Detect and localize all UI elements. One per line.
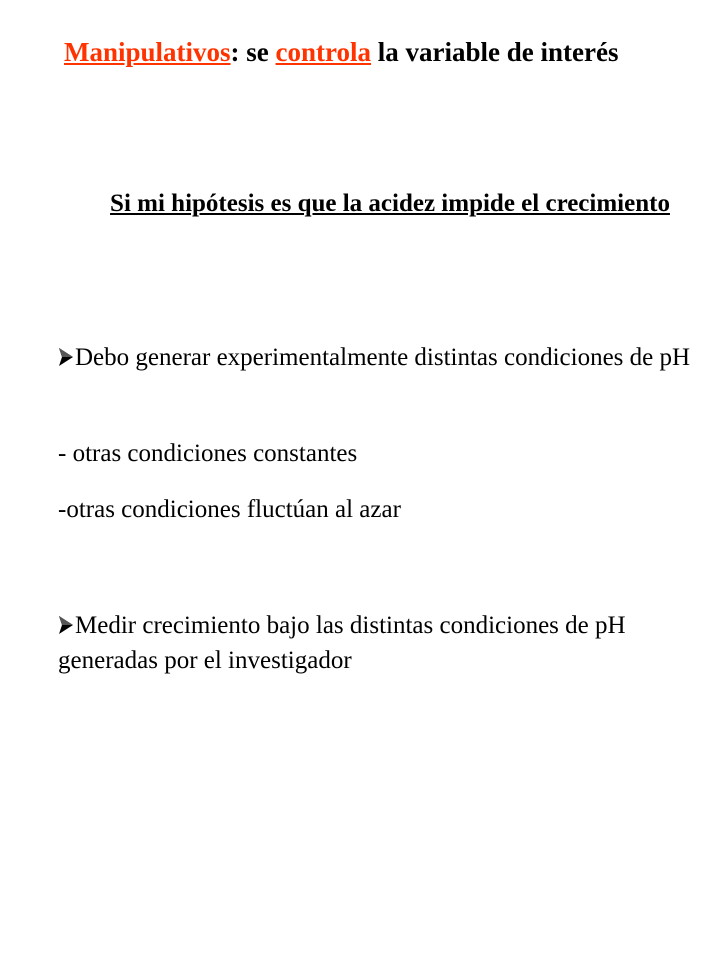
slide-title	[64, 34, 664, 70]
dash-item-random-conditions: -otras condiciones fluctúan al azar	[58, 496, 401, 523]
bullet-text: Medir crecimiento bajo las distintas condiciones de pH generadas por el investigador	[58, 612, 626, 674]
arrowhead-bullet-icon	[58, 347, 74, 367]
bullet-item-ph-conditions	[58, 340, 708, 375]
arrowhead-bullet-icon	[58, 615, 74, 635]
bullet-text: Debo generar experimentalmente distintas condiciones de pH	[75, 344, 691, 371]
hypothesis-heading: Si mi hipótesis es que la acidez impide el crecimiento	[110, 190, 670, 217]
title-rest: la variable de interés	[371, 37, 619, 67]
title-term-controla: controla	[275, 37, 372, 67]
title-separator: : se	[230, 37, 276, 67]
title-term-manipulativos: Manipulativos	[64, 37, 231, 67]
dash-item-constant-conditions: - otras condiciones constantes	[58, 440, 358, 467]
bullet-item-measure-growth	[58, 608, 708, 678]
